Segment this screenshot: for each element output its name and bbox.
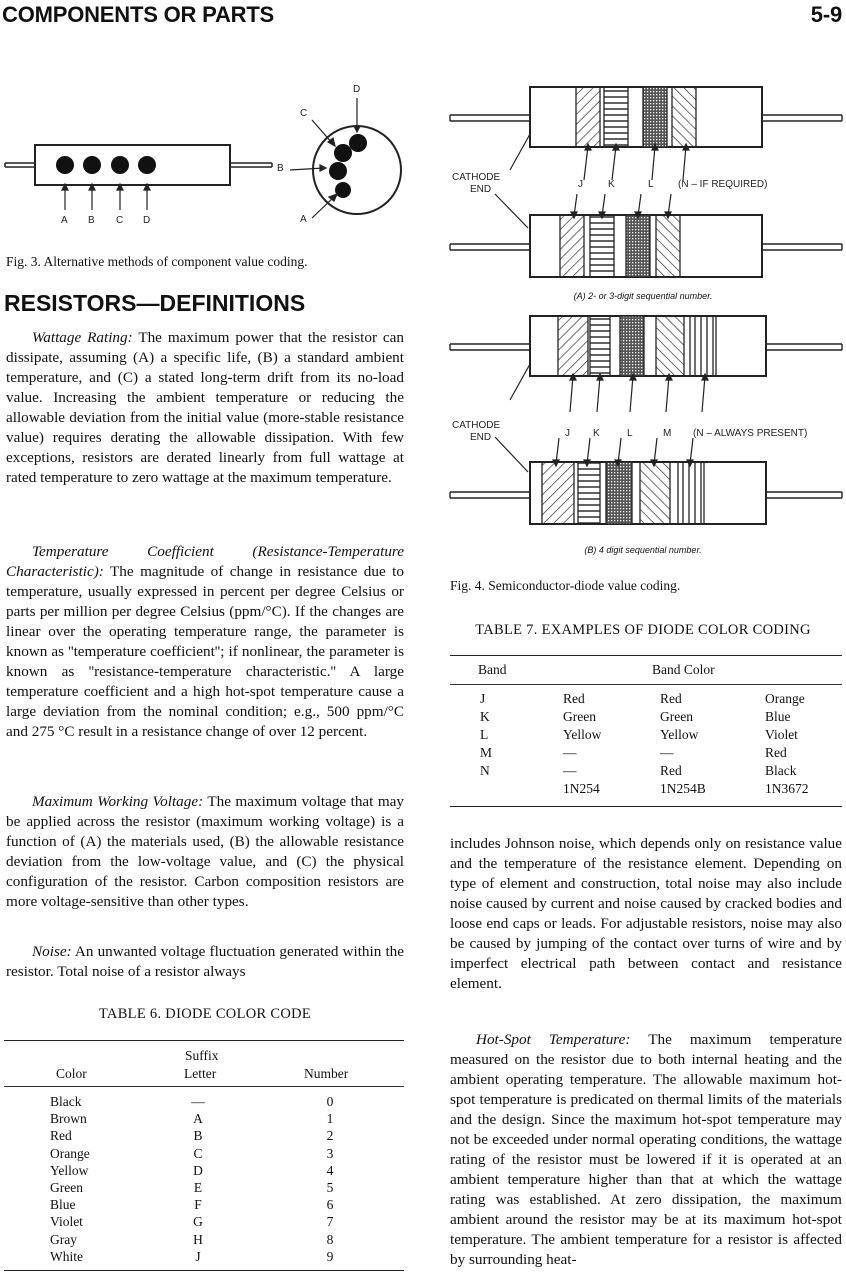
table7-cell-c2: Green xyxy=(660,709,693,724)
table7-cell-band: K xyxy=(480,709,490,724)
table7-cell-band: N xyxy=(480,763,490,778)
table7-cell-band: M xyxy=(480,745,493,760)
fig3-label-d: D xyxy=(143,215,151,226)
table6-cell-letter: B xyxy=(193,1128,203,1144)
table6-cell-letter: J xyxy=(195,1248,201,1264)
table6-cell-color: Gray xyxy=(50,1231,77,1247)
table6-cell-letter: — xyxy=(191,1094,205,1109)
fig4a-n-label: (N – IF REQUIRED) xyxy=(678,179,768,190)
table6-cell-color: Blue xyxy=(50,1197,76,1213)
table6-cell-color: Red xyxy=(50,1128,72,1144)
table6-cell-number: 3 xyxy=(326,1145,334,1161)
fig3-dot-c xyxy=(111,156,129,174)
fig3-circle-label-d: D xyxy=(353,84,361,95)
fig3-caption: Fig. 3. Alternative methods of component value coding. xyxy=(6,254,308,269)
table7-cell-band: L xyxy=(480,727,489,742)
table6-cell-color: Violet xyxy=(50,1214,83,1230)
fig4b-subcaption: (B) 4 digit sequential number. xyxy=(584,545,702,555)
fig4a-j-label: J xyxy=(578,179,583,190)
table6-cell-number: 4 xyxy=(326,1162,334,1178)
table6-cell-number: 9 xyxy=(326,1248,334,1264)
fig3-label-a: A xyxy=(61,215,68,226)
table7-cell-c3: Violet xyxy=(765,727,798,742)
table7-cell-c3: 1N3672 xyxy=(765,781,809,796)
diode-b-top xyxy=(450,316,842,376)
table7-cell-c1: Green xyxy=(563,709,596,724)
table6-cell-number: 7 xyxy=(326,1214,334,1230)
table7-cell-c2: Red xyxy=(660,691,682,706)
table7-cell-c1: — xyxy=(563,763,577,778)
term-tempco: Temperature Coefficient (Resistance-Temperature Characteristic): xyxy=(6,543,404,580)
diode-a-bottom xyxy=(450,215,842,277)
fig3-label-c: C xyxy=(116,215,124,226)
table7-cell-c3: Orange xyxy=(765,691,805,706)
fig3-circle-label-a: A xyxy=(300,214,307,225)
fig4b-end-label: END xyxy=(470,432,492,443)
para-hotspot: Hot-Spot Temperature: The maximum temperature measured on the resistor due to both internal heating and the ambient operating temperature. The allowable maximum hot-spot temperature is predicated on thermal limits of the materials and the design. Since the maximum hot-spot temperature may not be exceeded under normal operating conditions, the wattage rating of the resistor must be lowered if it is operated at an ambient temperature higher than that at which the wattage rating was established. At zero dissipation, the maximum ambient around the resistor may be at its maximum hot-spot temperature. The ambient temperature for a resistor is affected by surrounding heat- xyxy=(450,1031,842,1268)
table7-cell-c3: Blue xyxy=(765,709,791,724)
table6-cell-number: 1 xyxy=(326,1111,334,1127)
fig4b-j-label: J xyxy=(565,428,570,439)
table6-cell-number: 2 xyxy=(326,1128,334,1144)
table7-cell-c1: Red xyxy=(563,691,585,706)
table6-cell-letter: G xyxy=(193,1214,203,1230)
fig3-dot-b xyxy=(83,156,101,174)
para-wattage: Wattage Rating: The maximum power that the resistor can dissipate, assuming (A) a specific life, (B) a standard ambient temperature, and (C) a stated long-term drift from its no-load value. Increasing the ambient temperature or reducing the allowable deviation from the initial value (more-stable resistance value) requires derating the allowable dissipation. With few exceptions, resistors are derated linearly from full wattage at rated temperature to zero wattage at the maximum temperature. xyxy=(6,329,404,486)
table6-cell-letter: C xyxy=(193,1145,203,1161)
page-number: 5-9 xyxy=(810,2,842,27)
para-voltage: Maximum Working Voltage: The maximum voltage that may be applied across the resistor (maximum working voltage) is a function of (A) the materials used, (B) the allowable resistance deviation from the low-voltage value, and (C) the physical configuration of the resistor. Carbon composition resistors are more voltage-sensitive than other types. xyxy=(6,793,404,910)
table6-title: TABLE 6. DIODE COLOR CODE xyxy=(98,1006,312,1022)
table6-header-number: Number xyxy=(304,1066,349,1081)
fig3-diagram xyxy=(0,80,420,230)
diode-a-top xyxy=(450,87,842,147)
fig3-dot-a xyxy=(56,156,74,174)
table7-cell-c2: — xyxy=(660,745,674,760)
fig4b-m-label: M xyxy=(663,428,672,439)
table6-cell-color: Green xyxy=(50,1180,83,1195)
table6-cell-color: Black xyxy=(50,1094,82,1109)
table6-cell-letter: D xyxy=(193,1162,203,1178)
fig4a-k-label: K xyxy=(608,179,615,190)
fig4b-n-label: (N – ALWAYS PRESENT) xyxy=(693,428,808,439)
table6-cell-color: Orange xyxy=(50,1145,90,1161)
table7-cell-c1: — xyxy=(563,745,577,760)
fig3-circle-label-c: C xyxy=(300,108,308,119)
table6-cell-color: Yellow xyxy=(50,1162,89,1178)
table6-cell-number: 5 xyxy=(326,1180,334,1195)
para-noise-continued: includes Johnson noise, which depends only on resistance value and the temperature of the resistance element. Depending on type of element and construction, total noise may also include noise caused by current and noise caused by cracked bodies and loose end caps or leads. For adjustable resistors, noise may also be caused by jumping of the contact over turns of wire and by imperfect electrical path between contact and resistance element. xyxy=(450,835,842,992)
table7-cell-c1: 1N254 xyxy=(563,781,600,796)
para-noise: Noise: An unwanted voltage fluctuation generated within the resistor. Total noise of a resistor always xyxy=(6,943,404,980)
table7-cell-c3: Black xyxy=(765,763,797,778)
term-hotspot: Hot-Spot Temperature: xyxy=(476,1031,631,1048)
section-title: RESISTORS—DEFINITIONS xyxy=(4,290,306,316)
table6-cell-color: White xyxy=(50,1248,83,1264)
table6-cell-letter: E xyxy=(193,1180,203,1195)
fig4-caption: Fig. 4. Semiconductor-diode value coding. xyxy=(450,578,681,593)
fig4b-cathode-label: CATHODE xyxy=(452,420,501,431)
table7-header-band-color: Band Color xyxy=(652,662,715,677)
table6-cell-number: 8 xyxy=(326,1231,334,1247)
fig4b-l-label: L xyxy=(627,428,633,439)
para-tempco: Temperature Coefficient (Resistance-Temperature Characteristic): The magnitude of change in resistance due to temperature, usually expressed in percent per degree Celsius or parts per million per degree Celsius (ppm/°C). If the changes are linear over the operating temperature range, the parameter is known as ''temperature coefficient''; if nonlinear, the parameter is known as ''resistance-temperature characteristic.'' A large temperature coefficient and a high hot-spot temperature cause a large deviation from the nominal condition; e.g., 500 ppm/°C and 275 °C result in a resistance change of over 12 percent. xyxy=(6,543,404,740)
fig4a-cathode-label: CATHODE xyxy=(452,172,501,183)
table7-cell-c2: Yellow xyxy=(660,727,699,742)
fig3-dot-d xyxy=(138,156,156,174)
table7-cell-c1: Yellow xyxy=(563,727,602,742)
table7-cell-c2: 1N254B xyxy=(660,781,706,796)
table7-cell-band: J xyxy=(480,691,486,706)
table6-cell-color: Brown xyxy=(50,1111,87,1127)
table6-cell-number: 0 xyxy=(326,1094,334,1109)
table6-cell-number: 6 xyxy=(326,1197,334,1213)
table6-header-color: Color xyxy=(56,1066,87,1081)
table7-header-band: Band xyxy=(478,662,507,677)
term-wattage: Wattage Rating: xyxy=(32,329,133,346)
fig4b-k-label: K xyxy=(593,428,600,439)
table6-cell-letter: H xyxy=(193,1231,203,1247)
table6-header-suffix: Suffix xyxy=(185,1048,219,1063)
fig4-diagram xyxy=(440,82,846,552)
table7-cell-c2: Red xyxy=(660,763,682,778)
fig4a-l-label: L xyxy=(648,179,654,190)
fig3-circle-label-b: B xyxy=(277,163,284,174)
fig3-label-b: B xyxy=(88,215,95,226)
table6-cell-letter: F xyxy=(194,1197,202,1213)
table7-title: TABLE 7. EXAMPLES OF DIODE COLOR CODING xyxy=(475,622,811,638)
table7-cell-c3: Red xyxy=(765,745,787,760)
term-voltage: Maximum Working Voltage: xyxy=(32,793,204,810)
table6-header-letter: Letter xyxy=(184,1066,217,1081)
running-header-title: COMPONENTS OR PARTS xyxy=(2,2,275,27)
fig4a-end-label: END xyxy=(470,184,492,195)
term-noise: Noise: xyxy=(32,943,72,960)
fig4a-subcaption: (A) 2- or 3-digit sequential number. xyxy=(573,291,713,301)
table6-cell-letter: A xyxy=(193,1111,203,1127)
diode-b-bottom xyxy=(450,462,842,524)
